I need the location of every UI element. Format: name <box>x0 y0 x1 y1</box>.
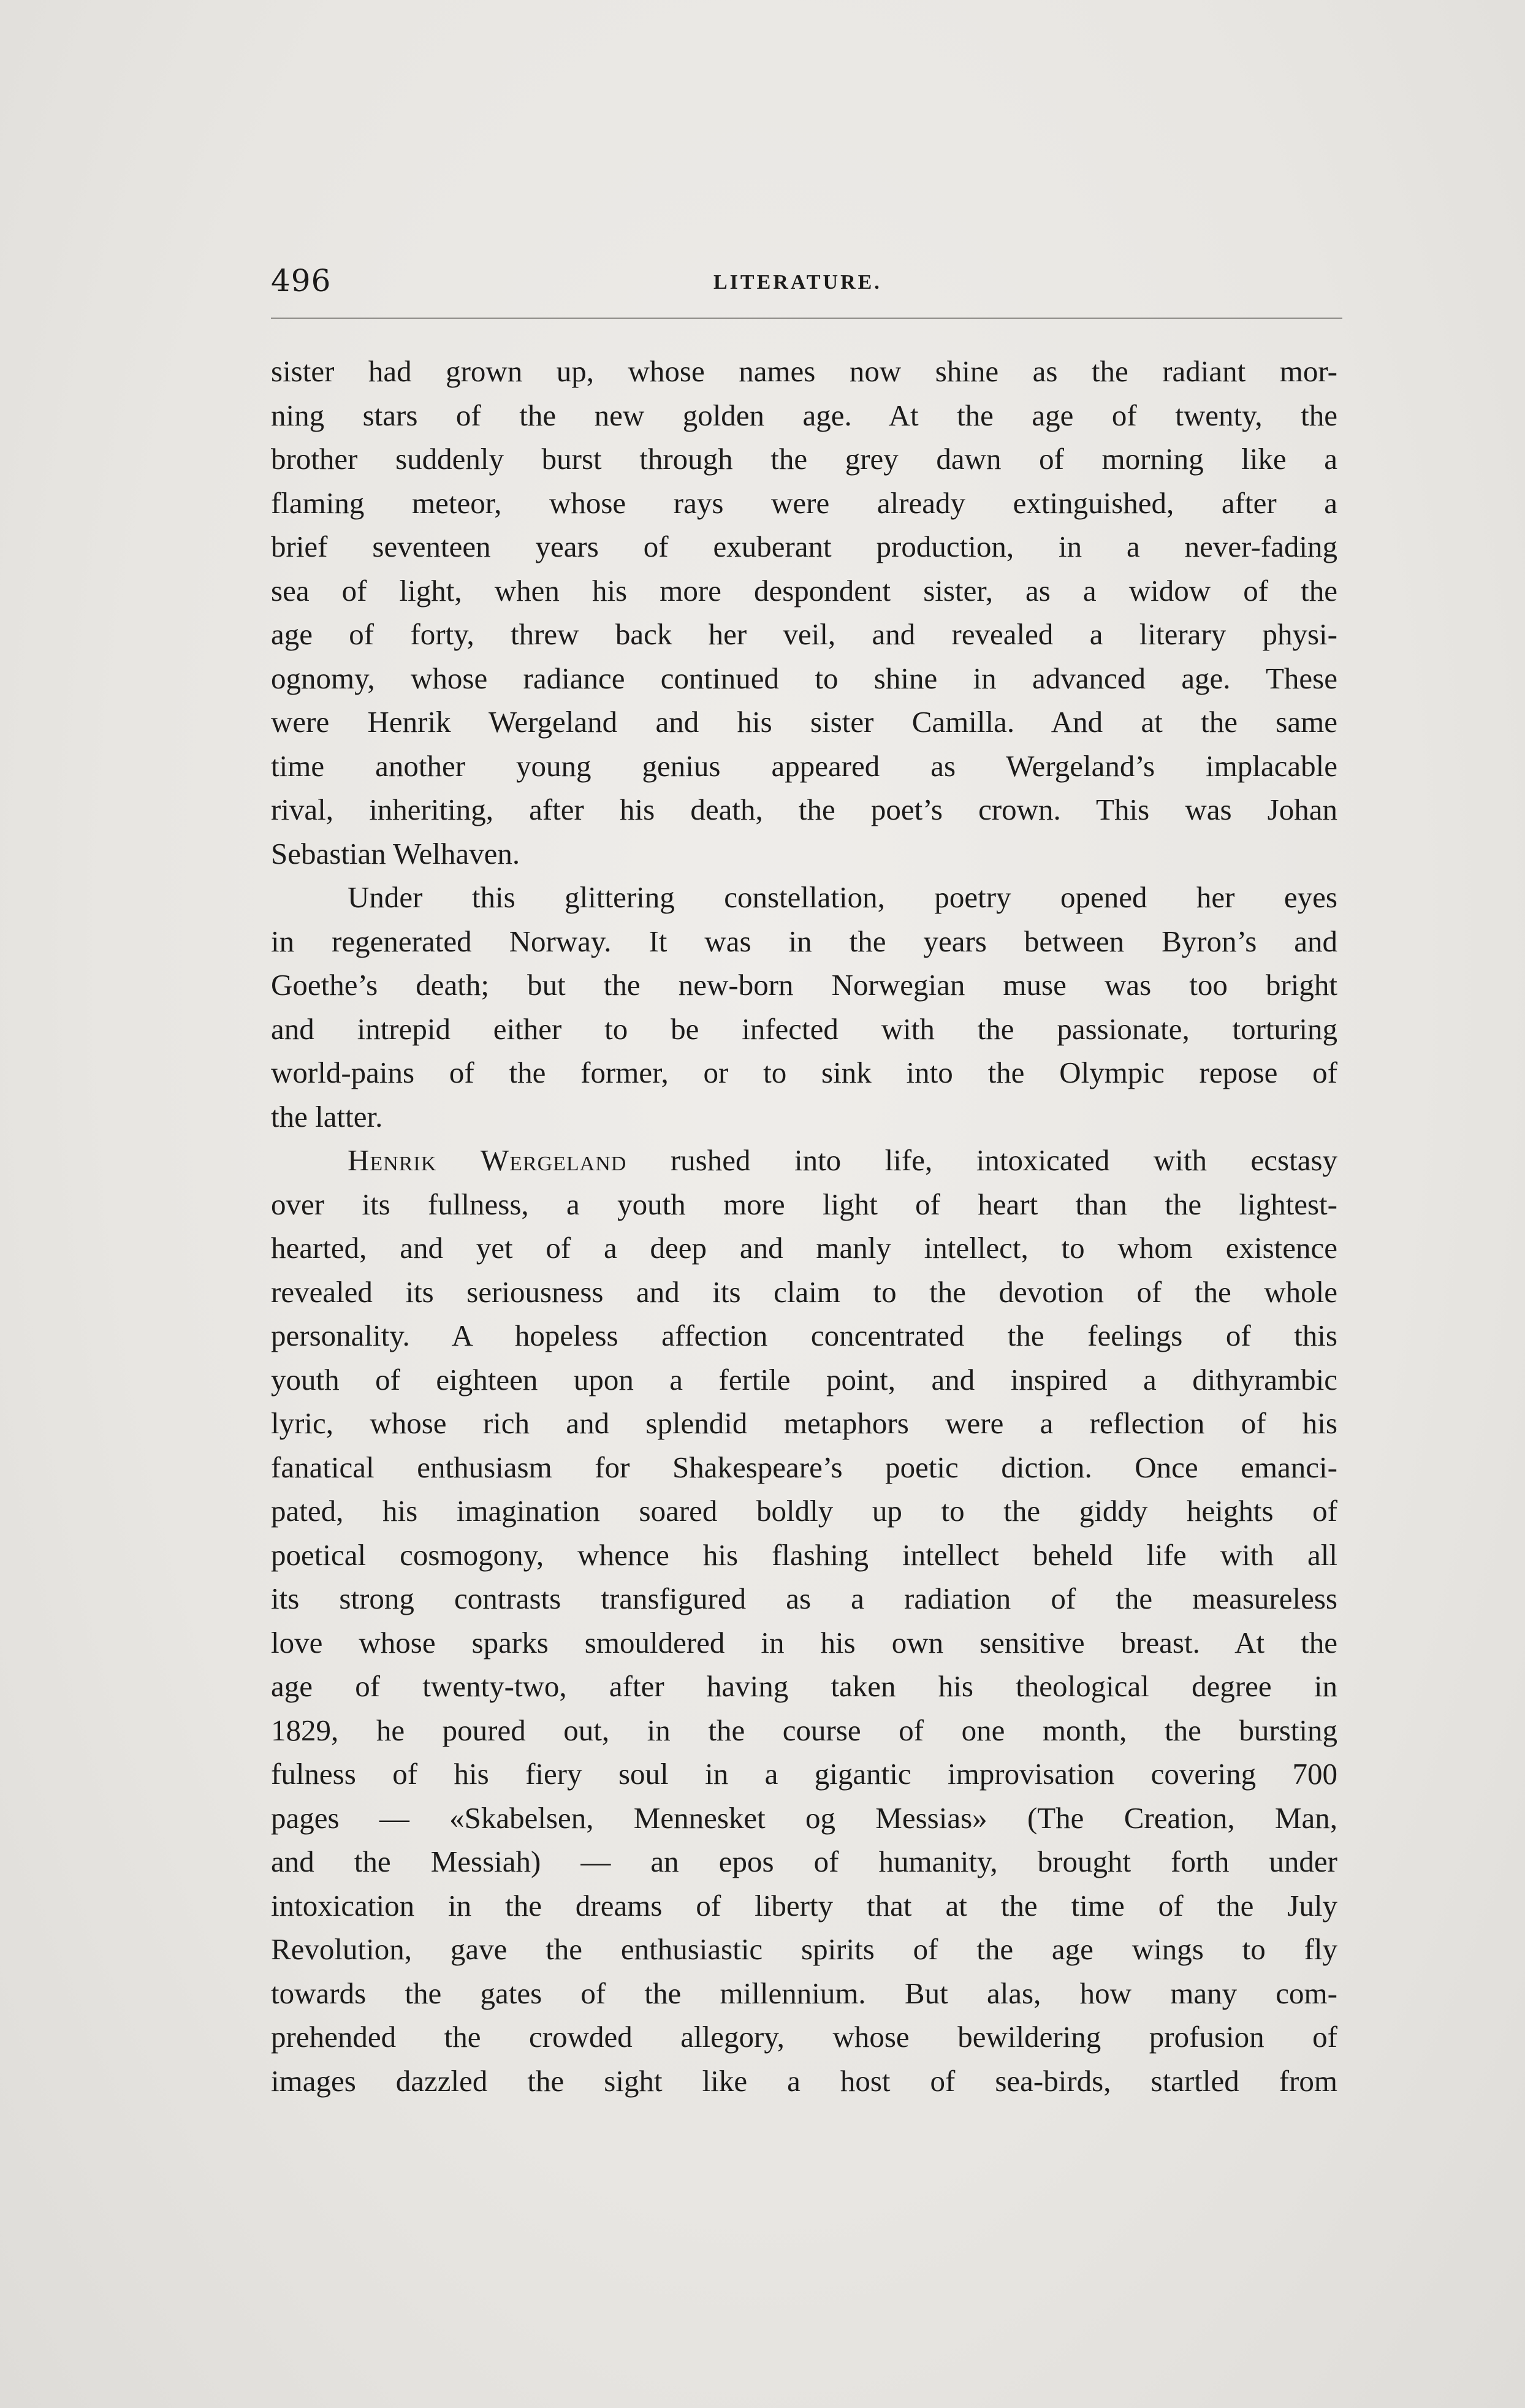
text-line: Goethe’s death; but the new-born Norwegian muse was too bright <box>271 968 1337 1002</box>
running-title: LITERATURE. <box>713 271 882 294</box>
text-line: images dazzled the sight like a host of sea-birds, startled from <box>271 2063 1337 2098</box>
text-line: brother suddenly burst through the grey dawn of morning like a <box>271 442 1337 476</box>
text-line: towards the gates of the millennium. But alas, how many com- <box>271 1976 1337 2010</box>
text-line: age of forty, threw back her veil, and revealed a literary physi- <box>271 617 1337 651</box>
text-line: world-pains of the former, or to sink into the Olympic repose of <box>271 1056 1337 1089</box>
text-line: and intrepid either to be infected with the passionate, torturing <box>271 1012 1337 1046</box>
text-line: flaming meteor, whose rays were already extinguished, after a <box>271 486 1337 520</box>
text-line-with-lead-name <box>271 1138 1337 1183</box>
text-line: its strong contrasts transfigured as a radiation of the measureless <box>271 1582 1337 1615</box>
text-line: intoxication in the dreams of liberty that at the time of the July <box>271 1888 1337 1922</box>
text-line: sister had grown up, whose names now shine as the radiant mor- <box>271 354 1337 388</box>
page-number: 496 <box>271 263 332 299</box>
text-line: ognomy, whose radiance continued to shine in advanced age. These <box>271 661 1337 695</box>
text-line: pated, his imagination soared boldly up to the giddy heights of <box>271 1494 1337 1528</box>
text-line: revealed its seriousness and its claim to the devotion of the whole <box>271 1274 1337 1309</box>
text-line: prehended the crowded allegory, whose bewildering profusion of <box>271 2020 1337 2054</box>
body-text <box>271 349 1337 2103</box>
text-line: sea of light, when his more despondent sister, as a widow of the <box>271 573 1337 608</box>
header-rule <box>271 318 1342 319</box>
text-line: rival, inheriting, after his death, the poet’s crown. This was Johan <box>271 793 1337 826</box>
text-line: in regenerated Norway. It was in the years between Byron’s and <box>271 924 1337 958</box>
text-line-rest: rushed into life, intoxicated with ecstasy <box>670 1143 1338 1177</box>
text-line: youth of eighteen upon a fertile point, and inspired a dithyrambic <box>271 1362 1337 1396</box>
text-line: age of twenty-two, after having taken his theological degree in <box>271 1669 1337 1703</box>
text-line: hearted, and yet of a deep and manly intellect, to whom existence <box>271 1231 1337 1265</box>
lead-name: Henrik Wergeland <box>348 1143 627 1177</box>
text-line: pages — «Skabelsen, Mennesket og Messias» (The Creation, Man, <box>271 1800 1337 1835</box>
text-line: the latter. <box>271 1099 383 1134</box>
text-line: ning stars of the new golden age. At the age of twenty, the <box>271 398 1337 432</box>
text-line: poetical cosmogony, whence his flashing intellect beheld life with all <box>271 1537 1337 1572</box>
text-line: 1829, he poured out, in the course of one month, the bursting <box>271 1713 1337 1747</box>
page-header <box>271 262 1337 299</box>
text-line: personality. A hopeless affection concentrated the feelings of this <box>271 1319 1337 1352</box>
text-line: were Henrik Wergeland and his sister Camilla. And at the same <box>271 705 1337 739</box>
text-line: fulness of his fiery soul in a gigantic improvisation covering 700 <box>271 1757 1337 1791</box>
text-line: and the Messiah) — an epos of humanity, brought forth under <box>271 1845 1337 1878</box>
text-line: love whose sparks smouldered in his own sensitive breast. At the <box>271 1625 1337 1659</box>
text-line: lyric, whose rich and splendid metaphors were a reflection of his <box>271 1406 1337 1440</box>
text-line: Under this glittering constellation, poetry opened her eyes <box>348 880 1337 914</box>
text-line: brief seventeen years of exuberant production, in a never-fading <box>271 530 1337 563</box>
text-line: fanatical enthusiasm for Shakespeare’s poetic diction. Once emanci- <box>271 1450 1337 1484</box>
text-line: over its fullness, a youth more light of heart than the lightest- <box>271 1187 1337 1221</box>
text-line: Sebastian Welhaven. <box>271 836 520 871</box>
text-line: Revolution, gave the enthusiastic spirits of the age wings to fly <box>271 1932 1337 1966</box>
text-line: time another young genius appeared as Wergeland’s implacable <box>271 749 1337 783</box>
